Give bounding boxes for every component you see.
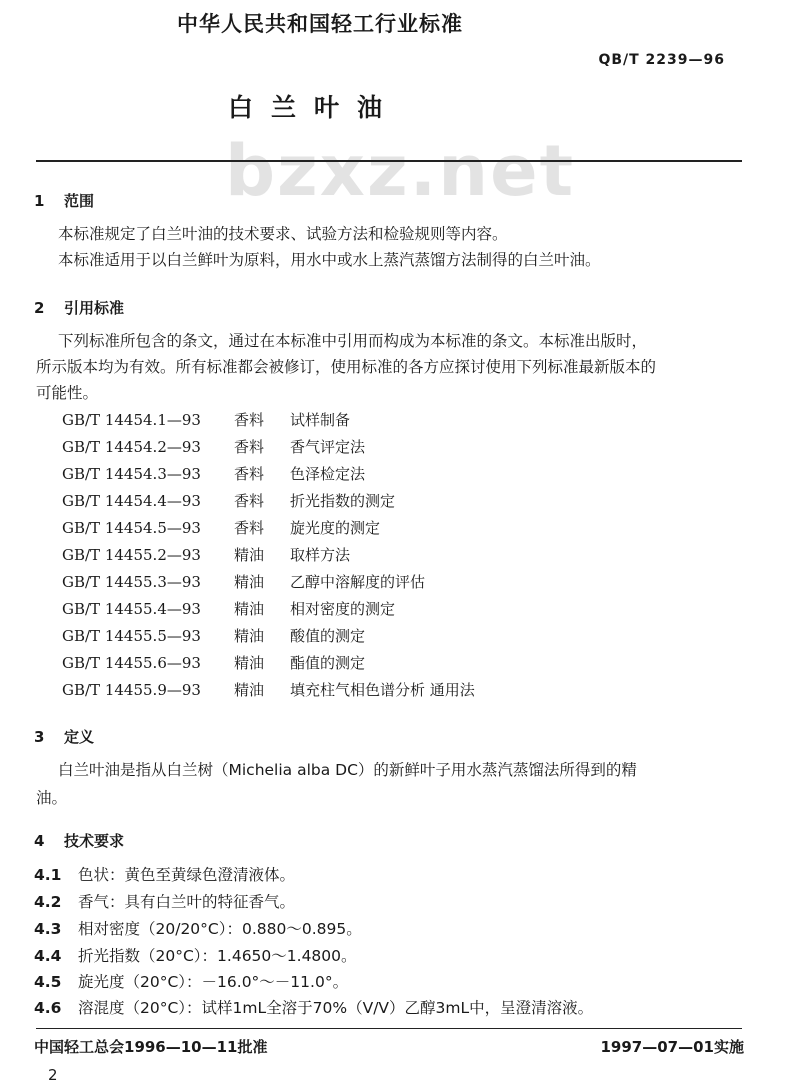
ref-name: 取样方法 — [290, 546, 351, 564]
section-2-para-2: 所示版本均为有效。所有标准都会被修订，使用标准的各方应探讨使用下列标准最新版本的 — [36, 358, 657, 376]
ref-code: GB/T 14455.5—93 — [62, 627, 201, 645]
ref-code: GB/T 14455.2—93 — [62, 546, 201, 564]
reference-item — [62, 652, 365, 673]
reference-item — [62, 679, 475, 700]
requirement-number: 4.3 — [34, 920, 62, 938]
reference-item — [62, 436, 365, 457]
requirement-text: 折光指数（20°C）：1.4650～1.4800。 — [78, 947, 357, 965]
approval-date: 中国轻工总会1996—10—11批准 — [34, 1038, 268, 1056]
ref-name: 试样制备 — [290, 411, 351, 429]
section-3-para-2: 油。 — [36, 789, 68, 807]
section-title: 技术要求 — [64, 832, 125, 850]
ref-code: GB/T 14454.4—93 — [62, 492, 201, 510]
ref-category: 香料 — [234, 411, 265, 429]
section-number: 2 — [34, 299, 45, 317]
ref-category: 香料 — [234, 438, 265, 456]
issuer-header: 中华人民共和国轻工行业标准 — [177, 12, 463, 36]
ref-name: 酯值的测定 — [290, 654, 366, 672]
ref-category: 香料 — [234, 519, 265, 537]
reference-item — [62, 463, 365, 484]
watermark: bzxz.net — [224, 130, 576, 212]
section-1-heading — [34, 190, 94, 211]
requirement-item — [34, 944, 357, 966]
requirement-number: 4.5 — [34, 973, 62, 991]
requirement-item — [34, 863, 295, 885]
ref-category: 精油 — [234, 546, 265, 564]
requirement-text: 色状：黄色至黄绿色澄清液体。 — [78, 866, 296, 884]
section-title: 引用标准 — [64, 299, 125, 317]
ref-code: GB/T 14455.9—93 — [62, 681, 201, 699]
section-1-para-1: 本标准规定了白兰叶油的技术要求、试验方法和检验规则等内容。 — [58, 225, 508, 243]
ref-code: GB/T 14454.2—93 — [62, 438, 201, 456]
implementation-date: 1997—07—01实施 — [600, 1038, 744, 1056]
ref-category: 精油 — [234, 681, 265, 699]
requirement-item — [34, 970, 348, 992]
requirement-text: 旋光度（20°C）：－16.0°～－11.0°。 — [78, 973, 349, 991]
ref-code: GB/T 14455.4—93 — [62, 600, 201, 618]
section-3-heading — [34, 726, 94, 747]
section-title: 范围 — [64, 192, 95, 210]
ref-name: 色泽检定法 — [290, 465, 366, 483]
reference-item — [62, 544, 350, 565]
ref-category: 精油 — [234, 654, 265, 672]
standard-number: QB/T 2239—96 — [598, 52, 725, 68]
ref-code: GB/T 14454.1—93 — [62, 411, 201, 429]
ref-category: 香料 — [234, 492, 265, 510]
page-number: 2 — [48, 1066, 58, 1084]
ref-name: 折光指数的测定 — [290, 492, 396, 510]
ref-category: 精油 — [234, 600, 265, 618]
header-rule — [36, 160, 742, 162]
section-2-para-3: 可能性。 — [36, 384, 99, 402]
ref-category: 精油 — [234, 573, 265, 591]
reference-item — [62, 571, 425, 592]
section-1-para-2: 本标准适用于以白兰鲜叶为原料，用水中或水上蒸汽蒸馏方法制得的白兰叶油。 — [58, 251, 601, 269]
ref-code: GB/T 14454.3—93 — [62, 465, 201, 483]
section-4-heading — [34, 830, 124, 851]
section-3-para-1: 白兰叶油是指从白兰树（Michelia alba DC）的新鲜叶子用水蒸汽蒸馏法所得到的精 — [58, 761, 637, 779]
ref-name: 填充柱气相色谱分析 通用法 — [290, 681, 475, 699]
reference-item — [62, 409, 350, 430]
section-number: 1 — [34, 192, 45, 210]
requirement-text: 香气：具有白兰叶的特征香气。 — [78, 893, 296, 911]
requirement-number: 4.4 — [34, 947, 62, 965]
section-title: 定义 — [64, 728, 95, 746]
reference-item — [62, 598, 395, 619]
requirement-item — [34, 917, 362, 939]
document-title: 白兰叶油 — [228, 93, 401, 122]
section-2-para-1: 下列标准所包含的条文，通过在本标准中引用而构成为本标准的条文。本标准出版时， — [58, 332, 648, 350]
ref-name: 酸值的测定 — [290, 627, 366, 645]
section-2-heading — [34, 297, 124, 318]
ref-code: GB/T 14455.6—93 — [62, 654, 201, 672]
requirement-text: 溶混度（20°C）：试样1mL全溶于70%（V/V）乙醇3mL中，呈澄清溶液。 — [78, 999, 594, 1017]
ref-category: 香料 — [234, 465, 265, 483]
reference-item — [62, 490, 395, 511]
requirement-item — [34, 996, 593, 1018]
requirement-text: 相对密度（20/20°C）：0.880～0.895。 — [78, 920, 362, 938]
requirement-number: 4.1 — [34, 866, 62, 884]
reference-item — [62, 517, 380, 538]
ref-name: 相对密度的测定 — [290, 600, 396, 618]
requirement-item — [34, 890, 295, 912]
ref-category: 精油 — [234, 627, 265, 645]
ref-code: GB/T 14454.5—93 — [62, 519, 201, 537]
section-number: 3 — [34, 728, 45, 746]
ref-name: 乙醇中溶解度的评估 — [290, 573, 426, 591]
footer-rule — [36, 1028, 742, 1029]
ref-name: 香气评定法 — [290, 438, 366, 456]
requirement-number: 4.6 — [34, 999, 62, 1017]
reference-item — [62, 625, 365, 646]
requirement-number: 4.2 — [34, 893, 62, 911]
ref-name: 旋光度的测定 — [290, 519, 381, 537]
section-number: 4 — [34, 832, 45, 850]
ref-code: GB/T 14455.3—93 — [62, 573, 201, 591]
